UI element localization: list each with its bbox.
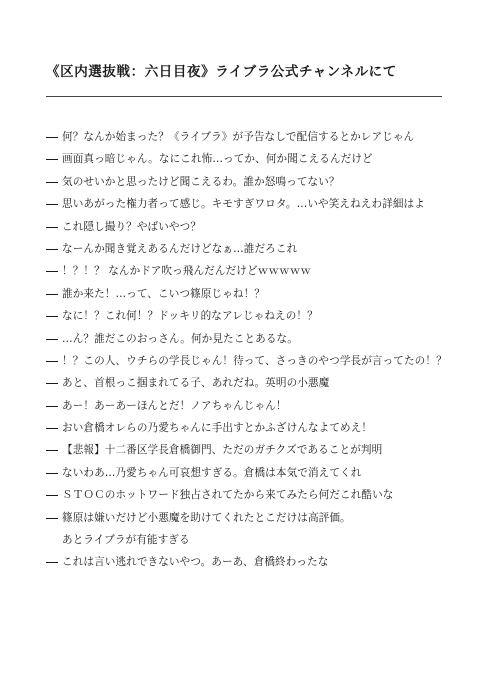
dash-marker xyxy=(46,316,58,317)
comment-text: 思いあがった権力者って感じ。キモすぎワロタ。…いや笑えねえわ詳細はよ xyxy=(62,198,425,211)
comment-line xyxy=(46,283,466,305)
comment-text: ないわあ…乃愛ちゃん可哀想すぎる。倉橋は本気で消えてくれ xyxy=(62,466,362,479)
comment-line xyxy=(46,305,466,327)
dash-marker xyxy=(46,518,58,519)
dash-marker xyxy=(46,159,58,160)
comment-line xyxy=(46,551,466,573)
title-divider xyxy=(46,96,442,97)
comment-text: あとライブラが有能すぎる xyxy=(62,534,190,547)
dash-marker xyxy=(46,495,58,496)
dash-marker xyxy=(46,137,58,138)
comment-text: これ隠し撮り？やばいやつ？ xyxy=(62,220,202,233)
comment-line xyxy=(46,328,466,350)
comment-line xyxy=(46,395,466,417)
comment-line xyxy=(46,238,466,260)
comment-text: 【悲報】十二番区学長倉橋御門、ただのガチクズであることが判明 xyxy=(62,444,383,457)
comment-line xyxy=(46,350,466,372)
comment-text: ＳＴＯＣのホットワード独占されてたから来てみたら何だこれ酷いな xyxy=(62,489,394,502)
comment-text: これは言い逃れできないやつ。あーあ、倉橋終わったな xyxy=(62,556,329,569)
dash-marker xyxy=(46,249,58,250)
dash-marker xyxy=(46,383,58,384)
comment-text: あと、首根っこ掴まれてる子、あれだね。英明の小悪魔 xyxy=(62,377,330,390)
comment-text: ！？！？ なんかドア吹っ飛んだんだけどｗｗｗｗｗ xyxy=(62,265,312,278)
comment-line xyxy=(46,260,466,282)
comment-line xyxy=(46,529,466,551)
dash-marker xyxy=(46,227,58,228)
dash-marker xyxy=(46,473,58,474)
comment-line xyxy=(46,171,466,193)
comment-line xyxy=(46,417,466,439)
comment-text: 何？なんか始まった？《ライブラ》が予告なしで配信するとかレアじゃん xyxy=(62,131,415,143)
dash-marker xyxy=(46,361,58,362)
comment-line xyxy=(46,372,466,394)
comment-line xyxy=(46,193,466,215)
dash-marker xyxy=(46,271,58,272)
comment-line xyxy=(46,216,466,238)
comment-text: ！？この人、ウチらの学長じゃん！待って、さっきのやつ学長が言ってたの！？ xyxy=(62,354,447,367)
dash-marker xyxy=(46,562,58,563)
comment-text: …ん？誰だこのおっさん。何か見たことあるな。 xyxy=(62,332,298,345)
dash-marker xyxy=(46,182,58,183)
comment-text: なーんか聞き覚えあるんだけどなぁ…誰だろこれ xyxy=(62,242,298,255)
dash-marker xyxy=(46,406,58,407)
comment-list xyxy=(46,126,466,574)
comment-line xyxy=(46,507,466,529)
comment-text: あー！あーあーほんとだ！ノアちゃんじゃん！ xyxy=(62,399,287,412)
dash-marker xyxy=(46,428,58,429)
comment-line xyxy=(46,462,466,484)
comment-text: 気のせいかと思ったけど聞こえるわ。誰か怒鳴ってない？ xyxy=(62,175,340,188)
comment-text: 篠原は嫌いだけど小悪魔を助けてくれたとこだけは高評価。 xyxy=(62,511,351,524)
dash-marker xyxy=(46,339,58,340)
comment-line xyxy=(46,148,466,170)
comment-text: おい倉橋オレらの乃愛ちゃんに手出すとかふざけんなよてめえ！ xyxy=(62,422,373,435)
comment-line xyxy=(46,126,466,148)
dash-marker xyxy=(46,294,58,295)
comment-text: 誰か来た！…って、こいつ篠原じゃね！？ xyxy=(62,287,265,300)
dash-marker xyxy=(46,450,58,451)
comment-line xyxy=(46,439,466,461)
section-title: 《区内選抜戦：六日目夜》ライブラ公式チャンネルにて xyxy=(46,64,397,80)
comment-text: 画面真っ暗じゃん。なにこれ怖…ってか、何か聞こえるんだけど xyxy=(62,153,373,166)
comment-line xyxy=(46,484,466,506)
dash-marker xyxy=(46,204,58,205)
comment-text: なに！？これ何！？ドッキリ的なアレじゃねえの！？ xyxy=(62,310,318,323)
